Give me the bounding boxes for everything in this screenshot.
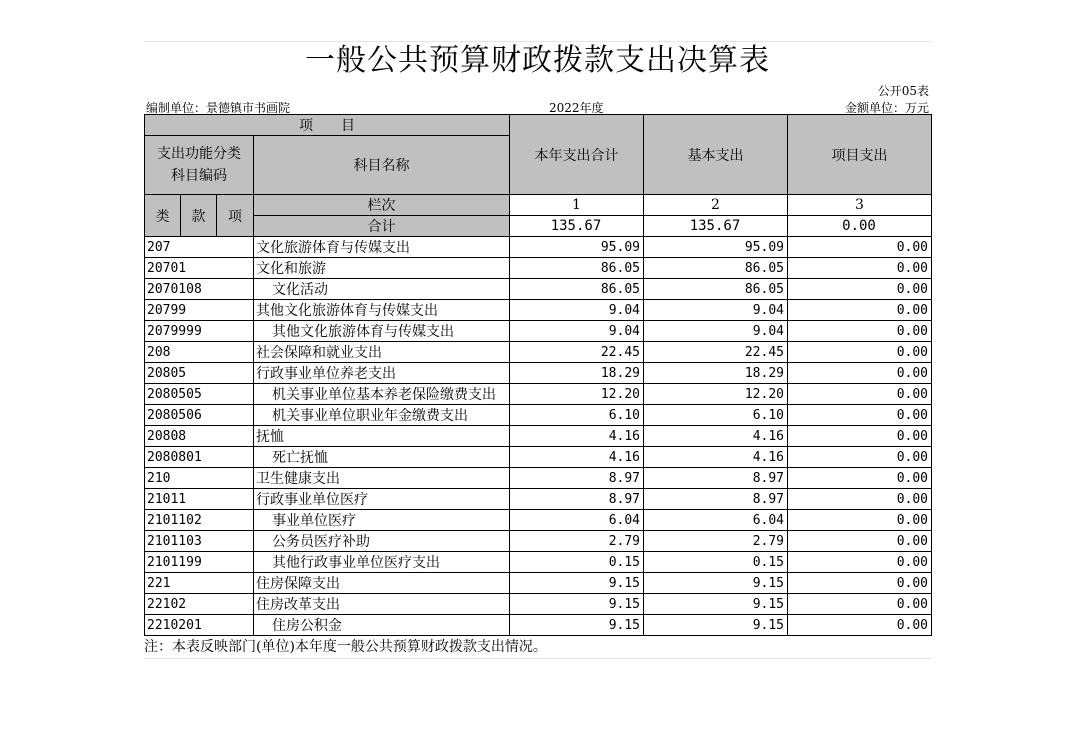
row-basic: 95.09 <box>644 237 788 258</box>
row-basic: 86.05 <box>644 279 788 300</box>
row-total: 9.15 <box>510 594 644 615</box>
expenditure-table <box>144 114 932 636</box>
row-project: 0.00 <box>788 405 932 426</box>
row-subject-name: 事业单位医疗 <box>254 510 510 531</box>
header-col-project: 项目支出 <box>788 115 932 195</box>
row-subject-name: 文化活动 <box>254 279 510 300</box>
row-total: 4.16 <box>510 426 644 447</box>
table-row <box>145 615 932 636</box>
row-code: 20808 <box>145 426 254 447</box>
row-basic: 18.29 <box>644 363 788 384</box>
row-subject-name: 文化和旅游 <box>254 258 510 279</box>
row-basic: 4.16 <box>644 426 788 447</box>
row-subject-name: 住房保障支出 <box>254 573 510 594</box>
row-project: 0.00 <box>788 615 932 636</box>
row-code: 20701 <box>145 258 254 279</box>
row-code: 21011 <box>145 489 254 510</box>
row-total: 12.20 <box>510 384 644 405</box>
row-code: 2080801 <box>145 447 254 468</box>
header-kuan: 款 <box>181 195 217 237</box>
table-row <box>145 447 932 468</box>
header-heji: 合计 <box>254 216 510 237</box>
row-total: 4.16 <box>510 447 644 468</box>
form-number: 公开05表 <box>877 84 929 98</box>
row-project: 0.00 <box>788 468 932 489</box>
table-row <box>145 531 932 552</box>
row-code: 2080505 <box>145 384 254 405</box>
compiling-unit: 编制单位：景德镇市书画院 <box>146 101 291 115</box>
table-row <box>145 384 932 405</box>
row-code: 2101103 <box>145 531 254 552</box>
heji-total: 135.67 <box>510 216 644 237</box>
row-code: 210 <box>145 468 254 489</box>
row-total: 86.05 <box>510 279 644 300</box>
row-basic: 4.16 <box>644 447 788 468</box>
row-project: 0.00 <box>788 594 932 615</box>
row-project: 0.00 <box>788 489 932 510</box>
row-code: 207 <box>145 237 254 258</box>
row-basic: 2.79 <box>644 531 788 552</box>
row-code: 221 <box>145 573 254 594</box>
row-subject-name: 机关事业单位职业年金缴费支出 <box>254 405 510 426</box>
row-basic: 6.04 <box>644 510 788 531</box>
row-code: 2080506 <box>145 405 254 426</box>
header-col-basic: 基本支出 <box>644 115 788 195</box>
row-project: 0.00 <box>788 384 932 405</box>
table-row <box>145 426 932 447</box>
row-total: 18.29 <box>510 363 644 384</box>
header-func-code: 支出功能分类 科目编码 <box>145 136 254 195</box>
header-index-3: 3 <box>788 195 932 216</box>
row-basic: 12.20 <box>644 384 788 405</box>
table-row <box>145 468 932 489</box>
header-lei: 类 <box>145 195 181 237</box>
row-code: 2079999 <box>145 321 254 342</box>
header-xiangmu: 项 目 <box>145 115 510 136</box>
amount-unit: 金额单位：万元 <box>844 101 929 115</box>
table-row <box>145 237 932 258</box>
row-subject-name: 死亡抚恤 <box>254 447 510 468</box>
row-subject-name: 其他文化旅游体育与传媒支出 <box>254 321 510 342</box>
row-subject-name: 行政事业单位医疗 <box>254 489 510 510</box>
row-basic: 9.15 <box>644 594 788 615</box>
row-project: 0.00 <box>788 531 932 552</box>
row-total: 9.04 <box>510 321 644 342</box>
row-subject-name: 住房公积金 <box>254 615 510 636</box>
header-index-2: 2 <box>644 195 788 216</box>
row-project: 0.00 <box>788 510 932 531</box>
row-basic: 22.45 <box>644 342 788 363</box>
row-basic: 9.15 <box>644 573 788 594</box>
row-code: 22102 <box>145 594 254 615</box>
row-basic: 9.04 <box>644 300 788 321</box>
row-code: 2101199 <box>145 552 254 573</box>
row-subject-name: 社会保障和就业支出 <box>254 342 510 363</box>
row-subject-name: 行政事业单位养老支出 <box>254 363 510 384</box>
header-xiang: 项 <box>217 195 254 237</box>
budget-sheet <box>144 41 931 659</box>
row-subject-name: 其他文化旅游体育与传媒支出 <box>254 300 510 321</box>
row-subject-name: 其他行政事业单位医疗支出 <box>254 552 510 573</box>
table-row <box>145 510 932 531</box>
row-subject-name: 卫生健康支出 <box>254 468 510 489</box>
row-total: 9.04 <box>510 300 644 321</box>
row-total: 22.45 <box>510 342 644 363</box>
row-total: 6.04 <box>510 510 644 531</box>
row-total: 8.97 <box>510 468 644 489</box>
row-code: 208 <box>145 342 254 363</box>
row-project: 0.00 <box>788 363 932 384</box>
row-code: 2210201 <box>145 615 254 636</box>
row-code: 20805 <box>145 363 254 384</box>
table-row <box>145 363 932 384</box>
form-number-row <box>144 80 931 97</box>
row-code: 2070108 <box>145 279 254 300</box>
table-row <box>145 489 932 510</box>
header-subject-name: 科目名称 <box>254 136 510 195</box>
row-project: 0.00 <box>788 279 932 300</box>
table-row <box>145 279 932 300</box>
header-lanci: 栏次 <box>254 195 510 216</box>
table-row <box>145 573 932 594</box>
row-code: 20799 <box>145 300 254 321</box>
row-basic: 0.15 <box>644 552 788 573</box>
page-title: 一般公共预算财政拨款支出决算表 <box>144 41 931 80</box>
row-basic: 9.15 <box>644 615 788 636</box>
row-basic: 8.97 <box>644 468 788 489</box>
row-total: 86.05 <box>510 258 644 279</box>
row-total: 9.15 <box>510 573 644 594</box>
table-row <box>145 321 932 342</box>
row-project: 0.00 <box>788 237 932 258</box>
table-row <box>145 342 932 363</box>
row-subject-name: 公务员医疗补助 <box>254 531 510 552</box>
table-row <box>145 552 932 573</box>
row-subject-name: 机关事业单位基本养老保险缴费支出 <box>254 384 510 405</box>
header-index-1: 1 <box>510 195 644 216</box>
fiscal-year: 2022年度 <box>549 101 604 115</box>
row-total: 6.10 <box>510 405 644 426</box>
row-basic: 9.04 <box>644 321 788 342</box>
row-project: 0.00 <box>788 426 932 447</box>
table-row <box>145 594 932 615</box>
header-col-total: 本年支出合计 <box>510 115 644 195</box>
row-subject-name: 抚恤 <box>254 426 510 447</box>
row-subject-name: 住房改革支出 <box>254 594 510 615</box>
row-code: 2101102 <box>145 510 254 531</box>
meta-row <box>144 97 931 114</box>
row-project: 0.00 <box>788 342 932 363</box>
row-project: 0.00 <box>788 447 932 468</box>
row-total: 2.79 <box>510 531 644 552</box>
row-total: 8.97 <box>510 489 644 510</box>
row-total: 95.09 <box>510 237 644 258</box>
row-basic: 6.10 <box>644 405 788 426</box>
row-total: 0.15 <box>510 552 644 573</box>
heji-project: 0.00 <box>788 216 932 237</box>
row-basic: 8.97 <box>644 489 788 510</box>
table-row <box>145 258 932 279</box>
row-total: 9.15 <box>510 615 644 636</box>
row-subject-name: 文化旅游体育与传媒支出 <box>254 237 510 258</box>
footnote: 注：本表反映部门(单位)本年度一般公共预算财政拨款支出情况。 <box>144 636 931 659</box>
table-row <box>145 300 932 321</box>
row-project: 0.00 <box>788 321 932 342</box>
heji-basic: 135.67 <box>644 216 788 237</box>
row-project: 0.00 <box>788 300 932 321</box>
table-row <box>145 405 932 426</box>
row-project: 0.00 <box>788 552 932 573</box>
row-project: 0.00 <box>788 573 932 594</box>
row-project: 0.00 <box>788 258 932 279</box>
row-basic: 86.05 <box>644 258 788 279</box>
